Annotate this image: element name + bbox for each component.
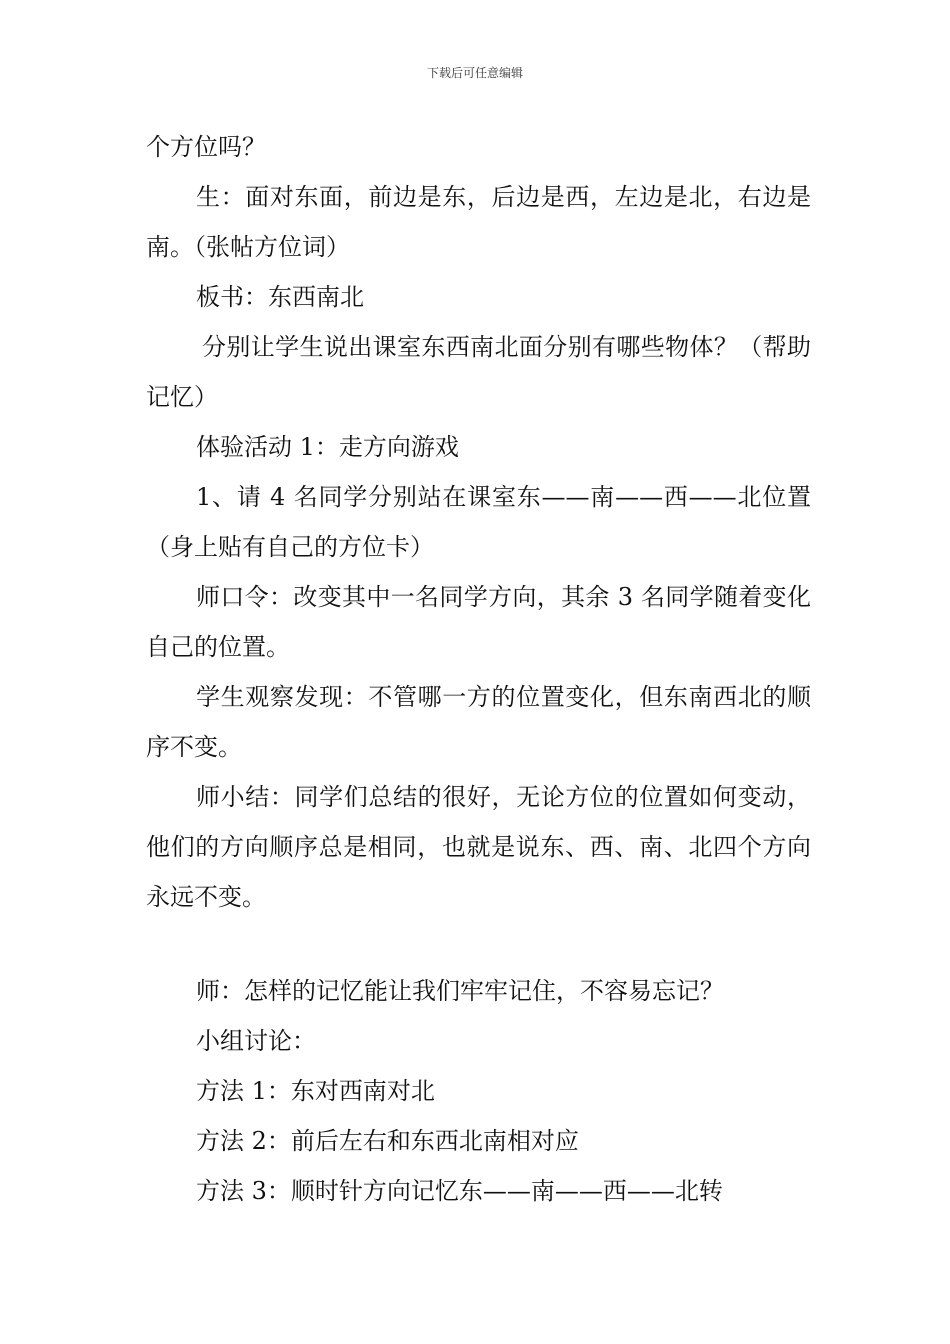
paragraph-method-3: 方法 3：顺时针方向记忆东——南——西——北转 <box>196 1177 723 1205</box>
document-body <box>146 122 811 1216</box>
paragraph-method-2: 方法 2：前后左右和东西北南相对应 <box>196 1127 579 1155</box>
paragraph-spacer <box>146 922 811 966</box>
paragraph-board-writing: 板书：东西南北 <box>196 283 364 311</box>
paragraph-activity-title: 体验活动 1：走方向游戏 <box>196 433 459 461</box>
paragraph-group-discussion: 小组讨论： <box>196 1027 316 1055</box>
paragraph-teacher-summary: 师小结：同学们总结的很好，无论方位的位置如何变动，他们的方向顺序总是相同，也就是说东、西、南、北四个方向永远不变。 <box>146 783 811 911</box>
paragraph-continuation: 个方位吗？ <box>146 133 266 161</box>
paragraph-student-answer: 生：面对东面，前边是东，后边是西，左边是北，右边是南。（张帖方位词） <box>146 183 811 261</box>
paragraph-method-1: 方法 1：东对西南对北 <box>196 1077 435 1105</box>
paragraph-teacher-command: 师口令：改变其中一名同学方向，其余 3 名同学随着变化自己的位置。 <box>146 583 811 661</box>
page-header-note: 下载后可任意编辑 <box>426 66 523 80</box>
paragraph-teacher-question: 师：怎样的记忆能让我们牢牢记住，不容易忘记？ <box>196 977 724 1005</box>
paragraph-classroom-objects: 分别让学生说出课室东西南北面分别有哪些物体？（帮助记忆） <box>146 333 811 411</box>
paragraph-activity-step-1: 1、请 4 名同学分别站在课室东——南——西——北位置（身上贴有自己的方位卡） <box>146 483 811 561</box>
paragraph-student-observation: 学生观察发现：不管哪一方的位置变化，但东南西北的顺序不变。 <box>146 683 811 761</box>
